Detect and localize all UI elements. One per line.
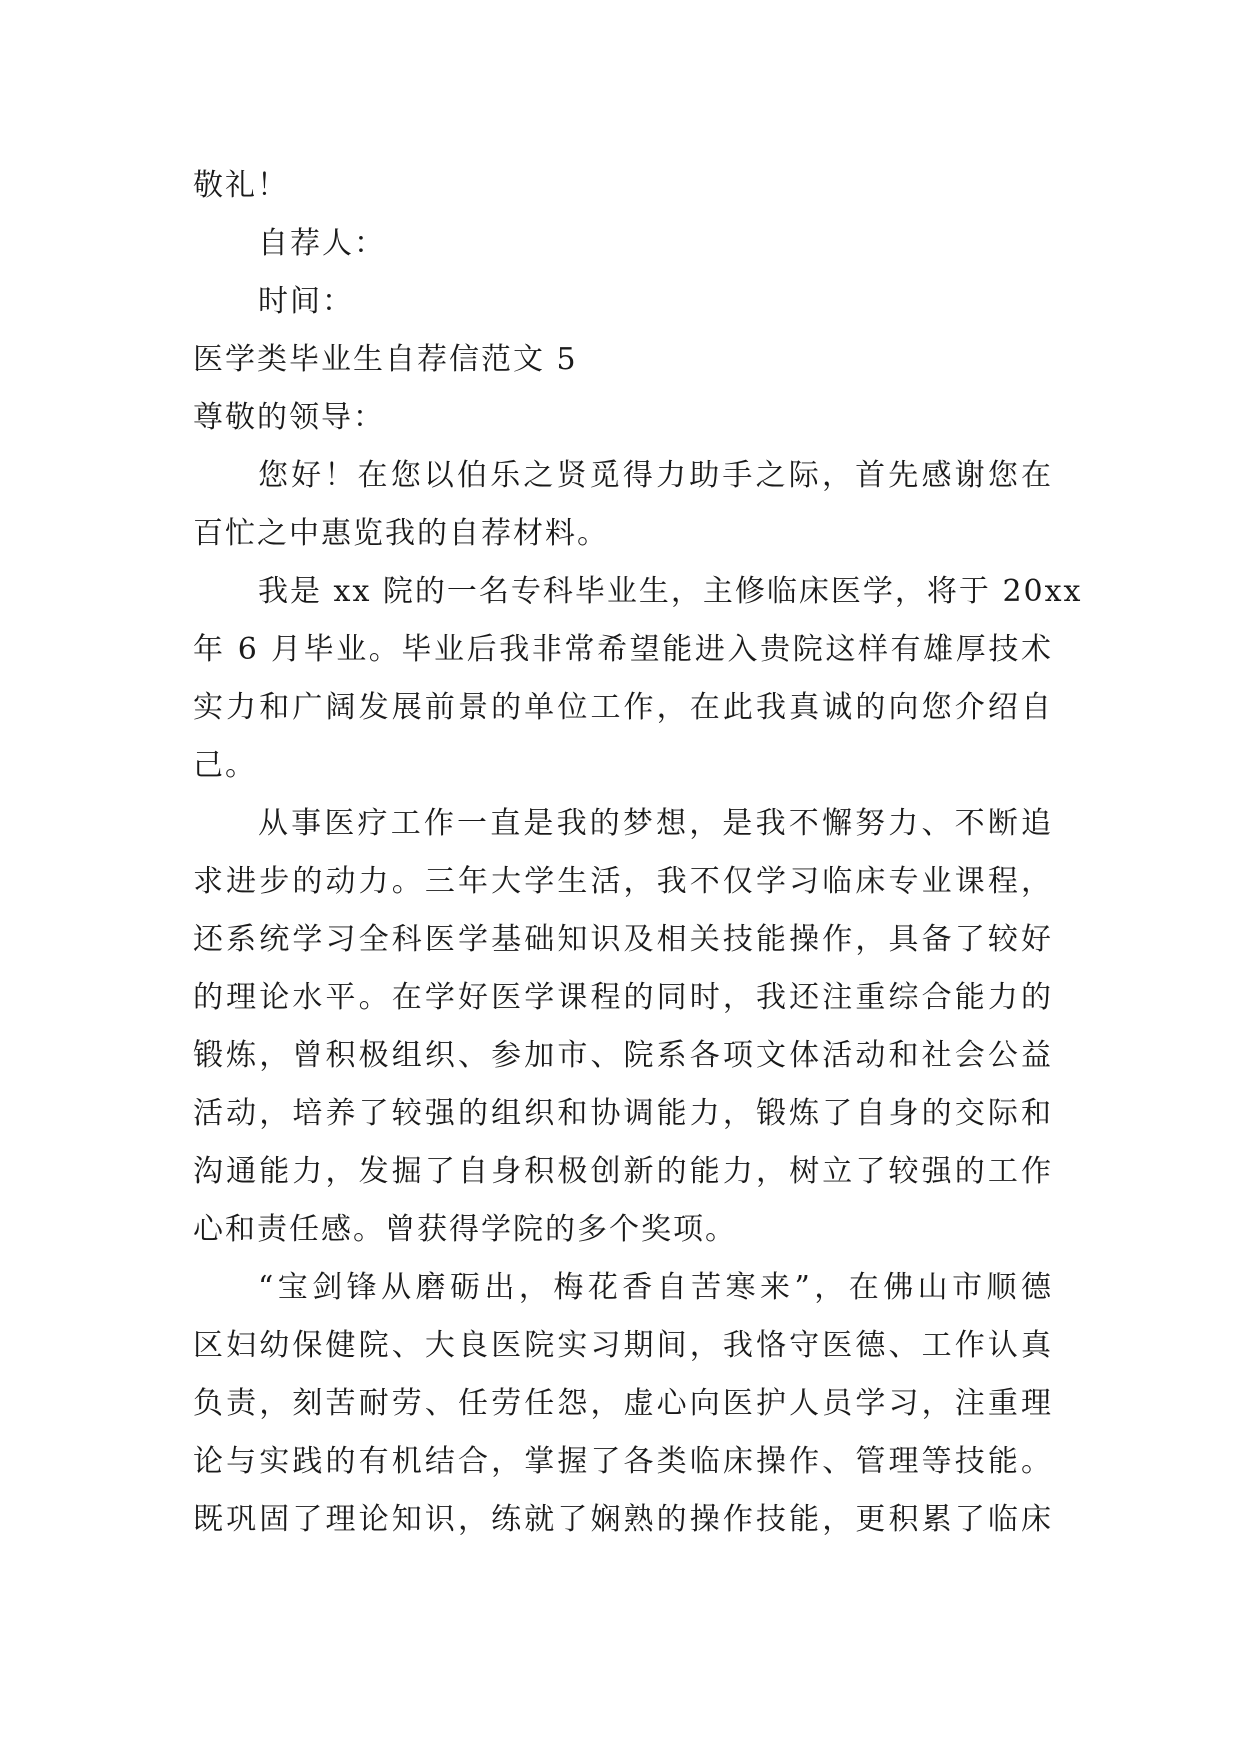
closing-line: 敬礼！ [193,168,289,203]
document-body [193,157,1083,1549]
paragraph-2-line-1: 我是 xx 院的一名专科毕业生，主修临床医学，将于 20xx [258,574,1083,609]
signature-label: 自荐人： [258,226,386,261]
paragraph-2-line-2: 年 6 月毕业。毕业后我非常希望能进入贵院这样有雄厚技术 [193,632,1053,667]
paragraph-4-line-1: “宝剑锋从磨砺出，梅花香自苦寒来”，在佛山市顺德 [258,1270,1053,1305]
paragraph-2-line-3: 实力和广阔发展前景的单位工作，在此我真诚的向您介绍自 [193,690,1053,725]
paragraph-4-line-5: 既巩固了理论知识，练就了娴熟的操作技能，更积累了临床 [193,1502,1053,1537]
paragraph-3-line-5: 锻炼，曾积极组织、参加市、院系各项文体活动和社会公益 [193,1038,1053,1073]
paragraph-3-line-7: 沟通能力，发掘了自身积极创新的能力，树立了较强的工作 [193,1154,1053,1189]
date-label: 时间： [258,284,354,319]
paragraph-4-line-3: 负责，刻苦耐劳、任劳任怨，虚心向医护人员学习，注重理 [193,1386,1053,1421]
paragraph-3-line-6: 活动，培养了较强的组织和协调能力，锻炼了自身的交际和 [193,1096,1053,1131]
paragraph-4-line-4: 论与实践的有机结合，掌握了各类临床操作、管理等技能。 [193,1444,1053,1479]
paragraph-3-line-4: 的理论水平。在学好医学课程的同时，我还注重综合能力的 [193,980,1053,1015]
salutation: 尊敬的领导： [193,400,385,435]
paragraph-1-line-1: 您好！在您以伯乐之贤觅得力助手之际，首先感谢您在 [258,458,1053,493]
paragraph-3-line-8: 心和责任感。曾获得学院的多个奖项。 [193,1212,737,1247]
paragraph-2-line-4: 己。 [193,748,257,783]
paragraph-3-line-1: 从事医疗工作一直是我的梦想，是我不懈努力、不断追 [258,806,1053,841]
paragraph-1-line-2: 百忙之中惠览我的自荐材料。 [193,516,609,551]
paragraph-4-line-2: 区妇幼保健院、大良医院实习期间，我恪守医德、工作认真 [193,1328,1053,1363]
paragraph-3-line-2: 求进步的动力。三年大学生活，我不仅学习临床专业课程， [193,864,1053,899]
paragraph-3-line-3: 还系统学习全科医学基础知识及相关技能操作，具备了较好 [193,922,1053,957]
document-title: 医学类毕业生自荐信范文 5 [193,342,578,377]
